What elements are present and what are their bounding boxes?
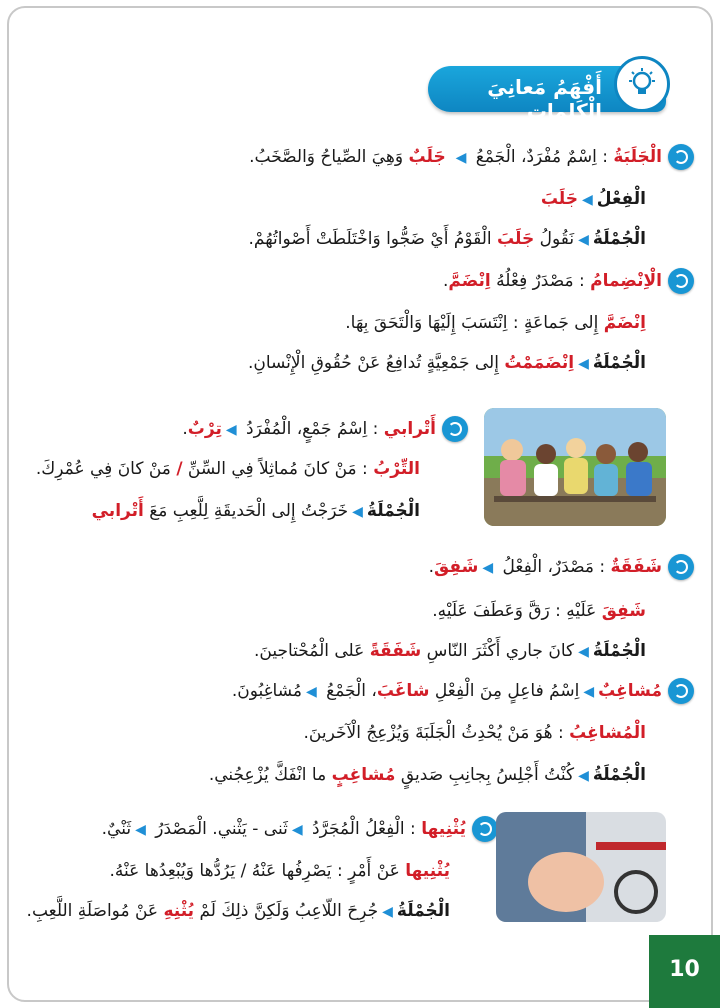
definition-text: الْفِعْلُ (596, 189, 646, 209)
definition-text: عَنْ أَمْرٍ : يَصْرِفُها عَنْهُ / يَرُدُّها وَيُبْعِدُها عَنْهُ. (109, 861, 406, 881)
definition-line (102, 818, 466, 841)
key-term: شَفِقَ (434, 557, 479, 577)
section-header (428, 66, 666, 123)
definition-text: كُنْتُ أَجْلِسُ بِجانِبِ صَديقٍ (395, 765, 575, 785)
definition-line (304, 722, 646, 744)
definition-line (541, 188, 646, 211)
definition-line (232, 680, 662, 703)
lightbulb-icon (614, 56, 670, 112)
arrow-left-icon: ◀ (305, 684, 317, 700)
arrow-left-icon: ◀ (382, 904, 393, 920)
definition-text: الْجُمْلَةُ (396, 901, 450, 921)
key-term: اِنْضَمَّ (603, 313, 646, 333)
key-term: مُشاغِبٌ (598, 681, 662, 701)
definition-text: مَنْ كانَ فِي عُمْرِكَ. (35, 459, 177, 479)
definition-line (429, 556, 662, 579)
definition-text: عَنْ مُواصَلَةِ اللَّعِبِ. (26, 901, 164, 921)
arrow-left-icon: ◀ (578, 356, 589, 372)
injured-knee-photo (496, 812, 666, 922)
definition-text: نَقُولُ (534, 229, 575, 249)
key-term: شَفَقَةٌ (610, 557, 662, 577)
key-term: الْجَلَبَةُ (613, 147, 662, 167)
definition-text: عَلَيْهِ : رَقَّ وَعَطَفَ عَلَيْهِ. (432, 601, 602, 621)
definition-text: الْجُمْلَةُ (366, 501, 420, 521)
definition-text: : اِسْمُ جَمْعٍ، الْمُفْرَدُ (240, 419, 384, 439)
key-term: شَفَقَةً (369, 641, 422, 661)
definition-text: ثَنى - يَثْني. الْمَصْدَرُ (149, 819, 288, 839)
page-number-box (649, 935, 720, 1008)
key-term: يُثْنِيها (421, 819, 466, 839)
key-term: جَلَبٌ (408, 147, 452, 167)
definition-text: : مَصْدَرٌ، الْفِعْلُ (497, 557, 611, 577)
definition-text: : هُوَ مَنْ يُحْدِثُ الْجَلَبَةَ وَيُزْعِجُ الْآخَرينَ. (303, 723, 570, 743)
definition-text: عَلى الْمُحْتاجينَ. (253, 641, 370, 661)
definition-text: ما انْفَكَّ يُزْعِجُني. (208, 765, 332, 785)
definition-text: كانَ جاري أَكْثَرَ النّاسِ (421, 641, 575, 661)
key-term: أَتْرابي (383, 419, 436, 439)
definition-text: . (428, 557, 435, 577)
arrow-left-icon: ◀ (583, 684, 595, 700)
key-term: يُثْنِيها (405, 861, 450, 881)
definition-text: خَرَجْتُ إِلى الْحَديقَةِ لِلَّعِبِ مَعَ (143, 501, 349, 521)
definition-text: : مَصْدَرٌ فِعْلُهُ (490, 271, 591, 291)
definition-line (109, 860, 450, 882)
key-term: جَلَبَ (540, 189, 578, 209)
key-term: الْاِنْضِمامُ (590, 271, 662, 291)
arrow-left-icon: ◀ (578, 768, 589, 784)
definition-line (248, 228, 646, 251)
children-photo (484, 408, 666, 526)
definition-text: : الْفِعْلُ الْمُجَرَّدُ (306, 819, 422, 839)
definition-line (36, 458, 420, 480)
definition-line (248, 352, 646, 375)
key-term: الْمُشاغِبُ (569, 723, 646, 743)
page-number: 10 (669, 957, 700, 982)
entry-bullet-icon (668, 144, 694, 170)
definition-text: ، الْجَمْعُ (320, 681, 377, 701)
definition-line (254, 640, 646, 663)
arrow-left-icon: ◀ (482, 560, 494, 576)
key-term: اِنْضَمَمْتُ (504, 353, 575, 373)
entry-bullet-icon (442, 416, 468, 442)
key-term: / (176, 459, 183, 479)
entry-bullet-icon (668, 554, 694, 580)
arrow-left-icon: ◀ (135, 822, 146, 838)
definition-text: . (182, 419, 188, 439)
entry-bullet-icon (668, 268, 694, 294)
key-term: أَتْرابي (91, 501, 144, 521)
definition-text: . (443, 271, 449, 291)
definition-line (443, 270, 662, 292)
definition-text: اِسْمُ فاعِلٍ مِنَ الْفِعْلِ (429, 681, 580, 701)
definition-text: ثَنْيٌ. (101, 819, 132, 839)
key-term: التِّرْبُ (373, 459, 420, 479)
arrow-left-icon: ◀ (455, 150, 467, 166)
definition-text: : اِسْمٌ مُفْرَدٌ، الْجَمْعُ (470, 147, 614, 167)
definition-text: إِلى جَماعَةٍ : اِنْتَسَبَ إِلَيْهَا وَالْتَحَقَ بِهَا. (345, 313, 604, 333)
definition-line (345, 312, 646, 334)
arrow-left-icon: ◀ (578, 644, 589, 660)
definition-line (182, 418, 436, 441)
key-term: جَلَبَ (497, 229, 535, 249)
arrow-left-icon: ◀ (578, 232, 589, 248)
key-term: اِنْضَمَّ (448, 271, 491, 291)
arrow-left-icon: ◀ (582, 192, 593, 208)
definition-text: الْجُمْلَةُ (592, 229, 646, 249)
section-title: أَفْهَمُ مَعانِيَ الْكَلِماتِ (487, 75, 602, 123)
definition-text: إِلى جَمْعِيَّةٍ تُدافِعُ عَنْ حُقُوقِ الْإِنْسانِ. (247, 353, 505, 373)
definition-line (249, 146, 662, 169)
arrow-left-icon: ◀ (291, 822, 303, 838)
definition-text: الْجُمْلَةُ (592, 353, 646, 373)
definition-text: الْجُمْلَةُ (592, 765, 646, 785)
arrow-left-icon: ◀ (352, 504, 363, 520)
definition-line (209, 764, 646, 787)
definition-line (92, 500, 420, 523)
entry-bullet-icon (668, 678, 694, 704)
definition-text: : مَنْ كانَ مُماثِلاً فِي السِّنِّ (182, 459, 374, 479)
arrow-left-icon: ◀ (225, 422, 237, 438)
key-term: مُشاغِبٍ (331, 765, 396, 785)
entry-bullet-icon (472, 816, 498, 842)
definition-line (27, 900, 450, 923)
definition-line (432, 600, 646, 622)
definition-text: جُرِحَ اللّاعِبُ وَلَكِنَّ ذلِكَ لَمْ (194, 901, 379, 921)
key-term: تِرْبٌ (187, 419, 222, 439)
definition-text: الْجُمْلَةُ (592, 641, 646, 661)
key-term: شَفِقَ (601, 601, 646, 621)
key-term: يُثْنِهِ (163, 901, 195, 921)
definition-text: الْقَوْمُ أَيْ ضَجُّوا وَاخْتَلَطَتْ أَصْواتُهُمْ. (248, 229, 498, 249)
definition-text: مُشاغِبُونَ. (231, 681, 302, 701)
key-term: شاغَبَ (376, 681, 430, 701)
definition-text: وَهِيَ الصِّياحُ وَالصَّخَبُ. (249, 147, 409, 167)
